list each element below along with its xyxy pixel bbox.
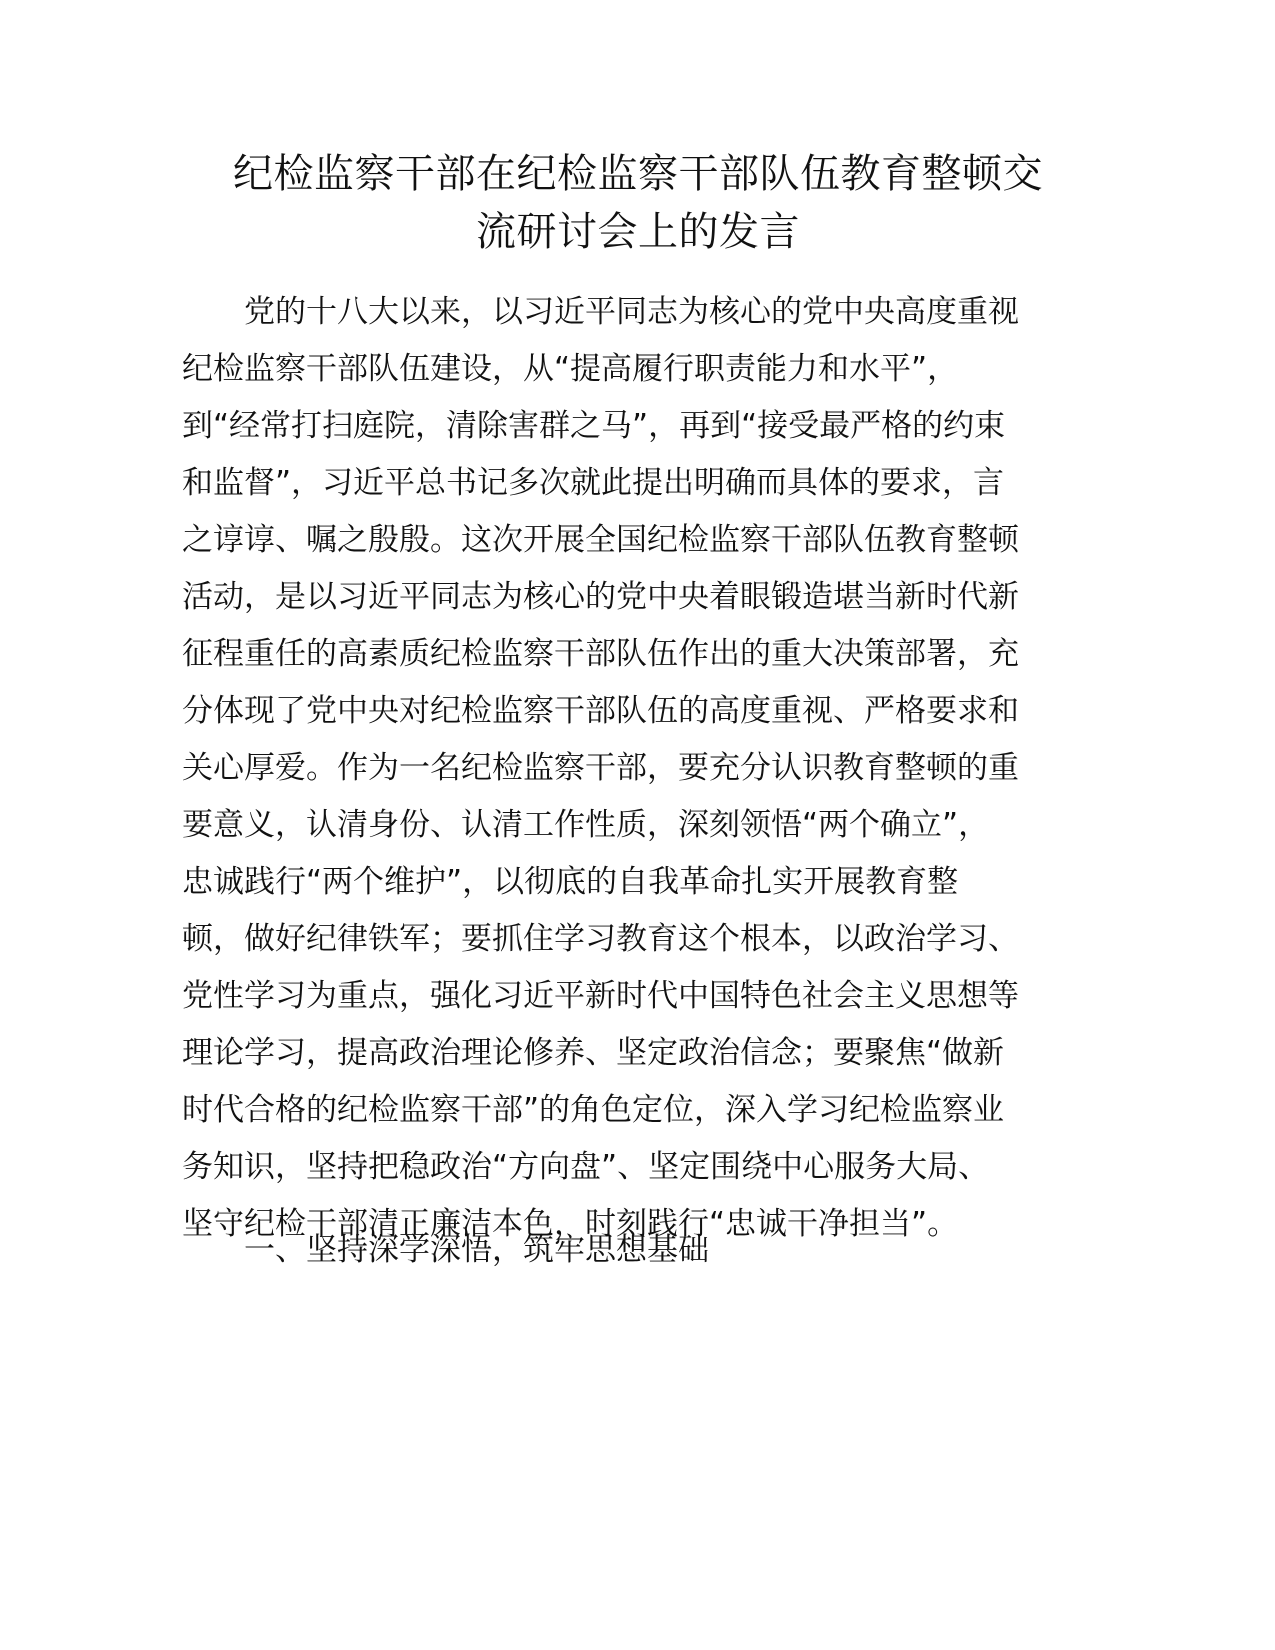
paragraph-line: 忠诚践行“两个维护”，以彻底的自我革命扎实开展教育整 <box>182 864 959 900</box>
paragraph-line: 顿，做好纪律铁军；要抓住学习教育这个根本，以政治学习、 <box>182 921 1019 957</box>
paragraph-line: 之谆谆、嘱之殷殷。这次开展全国纪检监察干部队伍教育整顿 <box>182 522 1019 558</box>
document-title <box>178 145 1098 261</box>
paragraph-line: 关心厚爱。作为一名纪检监察干部，要充分认识教育整顿的重 <box>182 750 1019 786</box>
paragraph-line: 理论学习，提高政治理论修养、坚定政治信念；要聚焦“做新 <box>182 1035 1005 1071</box>
paragraph-1 <box>182 284 1062 1253</box>
paragraph-line: 要意义，认清身份、认清工作性质，深刻领悟“两个确立”， <box>182 807 990 843</box>
paragraph-line: 坚守纪检干部清正廉洁本色，时刻践行“忠诚干净担当”。 <box>182 1206 959 1242</box>
paragraph-line: 和监督”，习近平总书记多次就此提出明确而具体的要求，言 <box>182 465 1005 501</box>
paragraph-line: 分体现了党中央对纪检监察干部队伍的高度重视、严格要求和 <box>182 693 1019 729</box>
paragraph-line: 到“经常打扫庭院，清除害群之马”，再到“接受最严格的约束 <box>182 408 1006 444</box>
paragraph-line: 纪检监察干部队伍建设，从“提高履行职责能力和水平”， <box>182 351 959 387</box>
paragraph-line: 征程重任的高素质纪检监察干部队伍作出的重大决策部署，充 <box>182 636 1019 672</box>
paragraph-line: 时代合格的纪检监察干部”的角色定位，深入学习纪检监察业 <box>182 1092 1005 1128</box>
paragraph-line: 党性学习为重点，强化习近平新时代中国特色社会主义思想等 <box>182 978 1019 1014</box>
title-line: 流研讨会上的发言 <box>476 209 800 255</box>
paragraph-line: 活动，是以习近平同志为核心的党中央着眼锻造堪当新时代新 <box>182 579 1019 615</box>
paragraph-line: 务知识，坚持把稳政治“方向盘”、坚定围绕中心服务大局、 <box>182 1149 990 1185</box>
paragraph-line: 党的十八大以来，以习近平同志为核心的党中央高度重视 <box>244 294 1019 330</box>
title-line: 纪检监察干部在纪检监察干部队伍教育整顿交 <box>233 151 1043 197</box>
section-heading: 一、坚持深学深悟，筑牢思想基础 <box>244 1232 709 1268</box>
